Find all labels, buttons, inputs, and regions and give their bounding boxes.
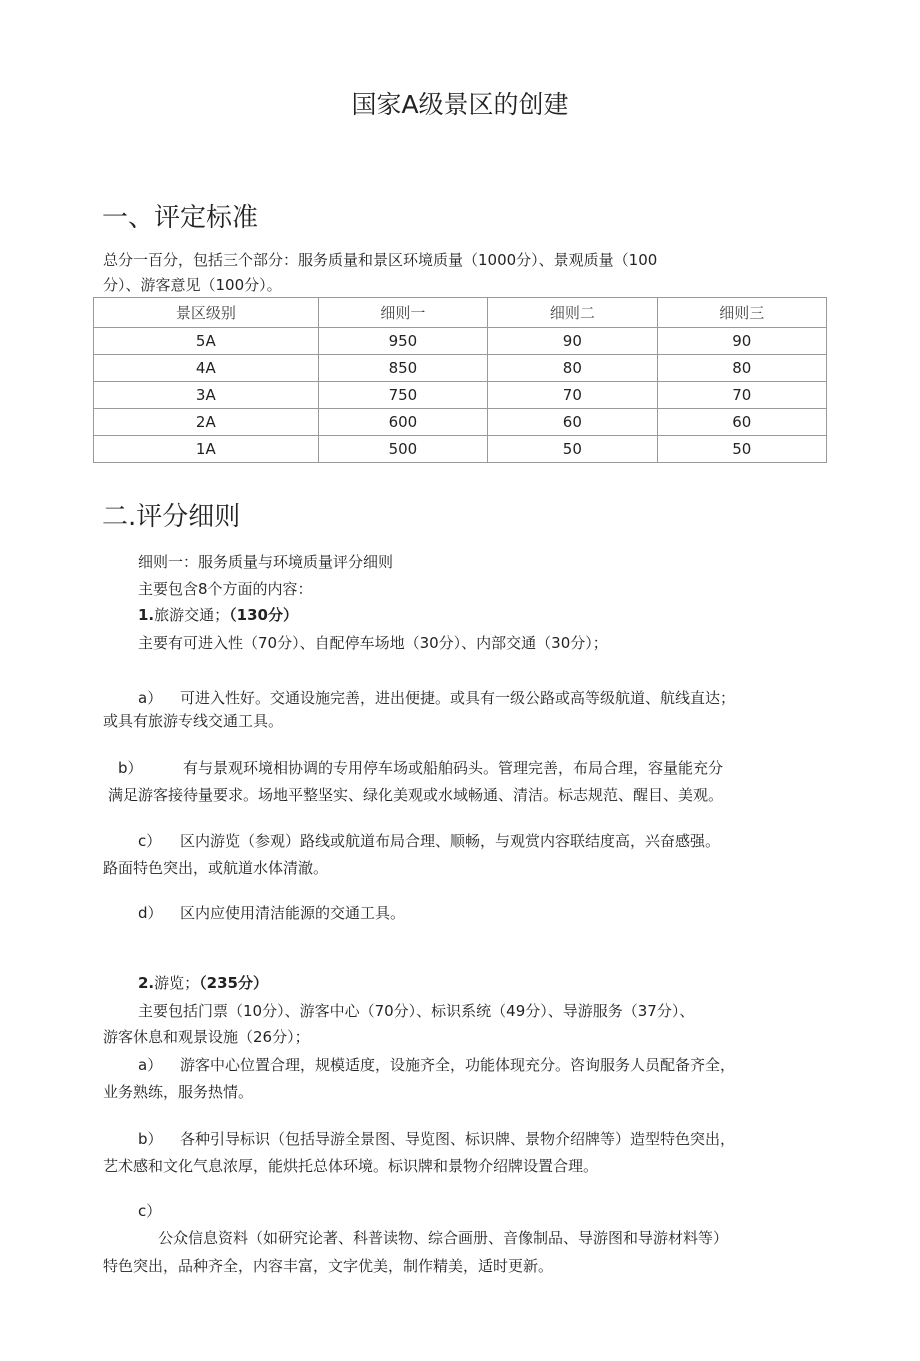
table-cell: 950 [318,328,487,355]
rule1-summary: 主要包含8个方面的内容： [138,580,313,598]
table-cell: 80 [488,355,657,382]
table-header: 景区级别 [94,298,319,328]
intro-line: 总分一百分，包括三个部分：服务质量和景区环境质量（1000分）、景观质量（100 [103,251,658,269]
point-label: c） [138,1202,162,1220]
point-text: 各种引导标识（包括导游全景图、导览图、标识牌、景物介绍牌等）造型特色突出， [180,1130,736,1148]
table-cell: 600 [318,409,487,436]
point-text: 或具有旅游专线交通工具。 [103,712,284,730]
item1-name: 旅游交通； [154,606,230,624]
table-cell: 1A [94,436,319,463]
item1-summary: 主要有可进入性（70分）、自配停车场地（30分）、内部交通（30分）； [138,634,608,652]
table-cell: 3A [94,382,319,409]
table-cell: 60 [657,409,826,436]
item2-number: 2. [138,974,155,992]
point-label: a） [138,1056,163,1074]
table-header: 细则三 [657,298,826,328]
table-cell: 5A [94,328,319,355]
table-header-row [94,298,827,328]
table-cell: 4A [94,355,319,382]
table-row [94,328,827,355]
point-text: 可进入性好。交通设施完善，进出便捷。或具有一级公路或高等级航道、航线直达； [180,689,736,707]
table-cell: 750 [318,382,487,409]
item2-name: 游览； [154,974,200,992]
table-row [94,355,827,382]
item1-number: 1. [138,606,155,624]
point-label: b） [138,1130,163,1148]
table-cell: 50 [657,436,826,463]
table-cell: 2A [94,409,319,436]
section2-heading: 二.评分细则 [102,502,241,532]
point-text: 路面特色突出，或航道水体清澈。 [103,859,329,877]
item1-score: （130分） [229,606,298,624]
table-row [94,436,827,463]
table-row [94,409,827,436]
point-label: a） [138,689,163,707]
item2-heading [138,973,268,993]
point-text: 艺术感和文化气息浓厚，能烘托总体环境。标识牌和景物介绍牌设置合理。 [103,1157,599,1175]
item2-score: （235分） [199,974,268,992]
document-title: 国家A级景区的创建 [351,90,569,119]
table-cell: 90 [488,328,657,355]
table-cell: 80 [657,355,826,382]
item1-heading [138,605,298,625]
point-text: 满足游客接待量要求。场地平整坚实、绿化美观或水域畅通、清洁。标志规范、醒目、美观。 [108,786,724,804]
point-text: 业务熟练，服务热情。 [103,1083,254,1101]
point-label: c） [138,832,162,850]
point-label: b） [118,759,143,777]
rule1-title: 细则一：服务质量与环境质量评分细则 [138,553,394,571]
point-text: 有与景观环境相协调的专用停车场或船舶码头。管理完善，布局合理，容量能充分 [183,759,724,777]
point-text: 区内应使用清洁能源的交通工具。 [180,904,406,922]
table-cell: 60 [488,409,657,436]
table-row [94,382,827,409]
score-table [93,297,827,463]
table-cell: 50 [488,436,657,463]
point-text: 区内游览（参观）路线或航道布局合理、顺畅，与观赏内容联结度高，兴奋感强。 [180,832,721,850]
section1-heading: 一、评定标准 [102,203,259,233]
table-cell: 850 [318,355,487,382]
table-cell: 90 [657,328,826,355]
table-header: 细则二 [488,298,657,328]
point-text: 游客中心位置合理，规模适度，设施齐全，功能体现充分。咨询服务人员配备齐全， [180,1056,736,1074]
point-text: 公众信息资料（如研究论著、科普读物、综合画册、音像制品、导游图和导游材料等） [158,1229,729,1247]
item2-summary: 游客休息和观景设施（26分）； [103,1028,310,1046]
table-cell: 70 [657,382,826,409]
point-label: d） [138,904,163,922]
table-header: 细则一 [318,298,487,328]
table-cell: 500 [318,436,487,463]
table-cell: 70 [488,382,657,409]
point-text: 特色突出，品种齐全，内容丰富，文字优美，制作精美，适时更新。 [103,1257,554,1275]
item2-summary: 主要包括门票（10分）、游客中心（70分）、标识系统（49分）、导游服务（37分）、 [138,1002,695,1020]
intro-line: 分）、游客意见（100分）。 [103,276,282,294]
